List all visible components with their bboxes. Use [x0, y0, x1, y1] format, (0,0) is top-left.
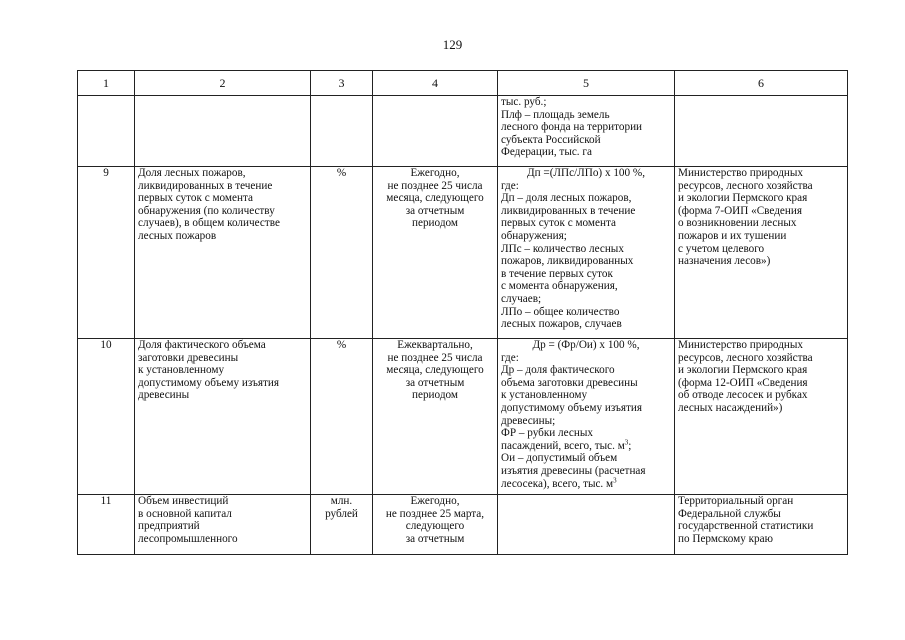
column-header: 6 [675, 71, 848, 96]
unit-cell: % [311, 339, 373, 495]
periodicity-line: Ежеквартально, [397, 339, 473, 351]
periodicity-line: Ежегодно, [410, 167, 460, 179]
indicator-line: Доля фактического объема [138, 339, 266, 351]
source-line: об отводе лесосек и рубках [678, 389, 808, 402]
method-cell [498, 339, 675, 495]
column-header: 4 [373, 71, 498, 96]
unit-line: рублей [325, 507, 358, 520]
page-number: 129 [442, 37, 463, 52]
row-number-cell [78, 96, 135, 167]
method-line: случаев; [501, 292, 542, 305]
method-line: ЛПо – общее количество [501, 305, 620, 318]
method-line: Дп – доля лесных пожаров, [501, 192, 632, 205]
indicator-line: Объем инвестиций [138, 495, 229, 507]
source-line: Территориальный орган [678, 495, 794, 507]
source-line: с учетом целевого [678, 242, 765, 255]
row-number: 9 [78, 167, 135, 339]
source-cell [675, 96, 848, 167]
column-header: 2 [135, 71, 311, 96]
periodicity-cell [373, 495, 498, 555]
periodicity-line: за отчетным [405, 532, 465, 545]
indicator-cell [135, 167, 311, 339]
periodicity-line: за отчетным [405, 204, 465, 217]
source-line: (форма 12-ОИП «Сведения [678, 376, 808, 389]
table-row [78, 495, 848, 555]
table-row [78, 167, 848, 339]
indicator-line: заготовки древесины [138, 351, 239, 364]
periodicity-line: не позднее 25 числа [387, 179, 483, 192]
indicator-cell [135, 96, 311, 167]
unit-cell [311, 96, 373, 167]
method-line: лесных пожаров, случаев [501, 318, 622, 331]
unit-cell: % [311, 167, 373, 339]
table-header-row [78, 71, 848, 96]
periodicity-line: не позднее 25 марта, [385, 507, 485, 520]
method-line: где: [501, 179, 519, 192]
periodicity-line: периодом [412, 217, 458, 230]
method-line: допустимому объему изъятия [501, 401, 643, 414]
method-line: объема заготовки древесины [501, 376, 638, 389]
source-line: ресурсов, лесного хозяйства [678, 179, 813, 192]
periodicity-cell [373, 167, 498, 339]
source-line: пожаров и их тушении [678, 229, 787, 242]
indicator-line: лесопромышленного [138, 532, 238, 545]
cube-superscript: 3 [613, 475, 617, 484]
source-line: и экологии Пермского края [678, 192, 808, 205]
method-line: в течение первых суток [501, 267, 613, 280]
source-line: по Пермскому краю [678, 532, 773, 545]
method-line: лесного фонда на территории [501, 121, 643, 134]
row-number: 11 [78, 495, 135, 555]
indicator-line: древесины [138, 389, 190, 402]
unit-cell [311, 495, 373, 555]
method-line-with-superscript: пасаждений, всего, тыс. $м^3$; [501, 438, 632, 452]
source-cell [675, 167, 848, 339]
method-line-with-superscript [501, 475, 671, 491]
indicator-line: первых суток с момента [138, 192, 253, 205]
method-line: ФР – рубки лесных [501, 427, 593, 440]
method-line: к установленному [501, 389, 588, 402]
cube-superscript: 3 [624, 438, 629, 447]
column-header: 5 [498, 71, 675, 96]
row-number: 10 [78, 339, 135, 495]
method-line: где: [501, 351, 519, 364]
periodicity-line: Ежегодно, [410, 495, 460, 507]
indicator-line: обнаружения (по количеству [138, 204, 275, 217]
column-header: 1 [78, 71, 135, 96]
method-line: субъекта Российской [501, 133, 601, 146]
table-row-continued [78, 96, 848, 167]
source-line: (форма 7-ОИП «Сведения [678, 204, 802, 217]
method-line: тыс. руб.; [501, 96, 547, 108]
method-text: пасаждений, всего, тыс. м [501, 439, 625, 452]
indicator-line: лесных пожаров [138, 229, 217, 242]
source-line: и экологии Пермского края [678, 364, 808, 377]
source-cell [675, 339, 848, 495]
method-cell [498, 167, 675, 339]
periodicity-line: за отчетным [405, 376, 465, 389]
source-line: Министерство природных [678, 339, 803, 351]
periodicity-line: периодом [412, 389, 458, 402]
periodicity-line: месяца, следующего [386, 192, 484, 205]
method-cell [498, 495, 675, 555]
periodicity-line: следующего [405, 520, 465, 533]
indicator-line: Доля лесных пожаров, [138, 167, 246, 179]
method-cell [498, 96, 675, 167]
table-row [78, 339, 848, 495]
formula-line: Дп =(ЛПс/ЛПо) x 100 %, [526, 167, 646, 179]
source-line: назначения лесов») [678, 255, 771, 268]
indicator-line: в основной капитал [138, 507, 232, 520]
method-line: первых суток с момента [501, 217, 616, 230]
method-line: пожаров, ликвидированных [501, 255, 634, 268]
periodicity-line: не позднее 25 числа [387, 351, 483, 364]
column-header: 3 [311, 71, 373, 96]
source-line: ресурсов, лесного хозяйства [678, 351, 813, 364]
source-cell [675, 495, 848, 555]
source-line: о возникновении лесных [678, 217, 797, 230]
indicator-line: ликвидированных в течение [138, 179, 273, 192]
method-line: с момента обнаружения, [501, 280, 618, 293]
method-line: ликвидированных в течение [501, 204, 636, 217]
method-line: Федерации, тыс. га [501, 146, 592, 159]
indicator-line: предприятий [138, 520, 200, 533]
method-line: обнаружения; [501, 229, 567, 242]
periodicity-cell [373, 339, 498, 495]
source-line: лесных насаждений») [678, 401, 783, 414]
method-line: древесины; [501, 414, 556, 427]
indicator-line: допустимому объему изъятия [138, 376, 280, 389]
periodicity-cell [373, 96, 498, 167]
formula-line: Др = (Фр/Ои) x 100 %, [532, 339, 640, 351]
indicator-line: случаев), в общем количестве [138, 217, 280, 230]
source-line: Министерство природных [678, 167, 803, 179]
indicator-line: к установленному [138, 364, 225, 377]
indicator-cell [135, 495, 311, 555]
source-line: государственной статистики [678, 520, 814, 533]
method-line: Др – доля фактического [501, 364, 615, 377]
unit-line: млн. [330, 495, 353, 507]
method-text: лесосека), всего, тыс. м [501, 477, 614, 490]
method-line: Плф – площадь земель [501, 108, 610, 121]
indicators-table [77, 70, 848, 555]
method-line: Ои – допустимый объем [501, 452, 618, 465]
source-line: Федеральной службы [678, 507, 781, 520]
method-line: изъятия древесины (расчетная [501, 464, 646, 477]
indicator-cell [135, 339, 311, 495]
method-line: ЛПс – количество лесных [501, 242, 624, 255]
periodicity-line: месяца, следующего [386, 364, 484, 377]
